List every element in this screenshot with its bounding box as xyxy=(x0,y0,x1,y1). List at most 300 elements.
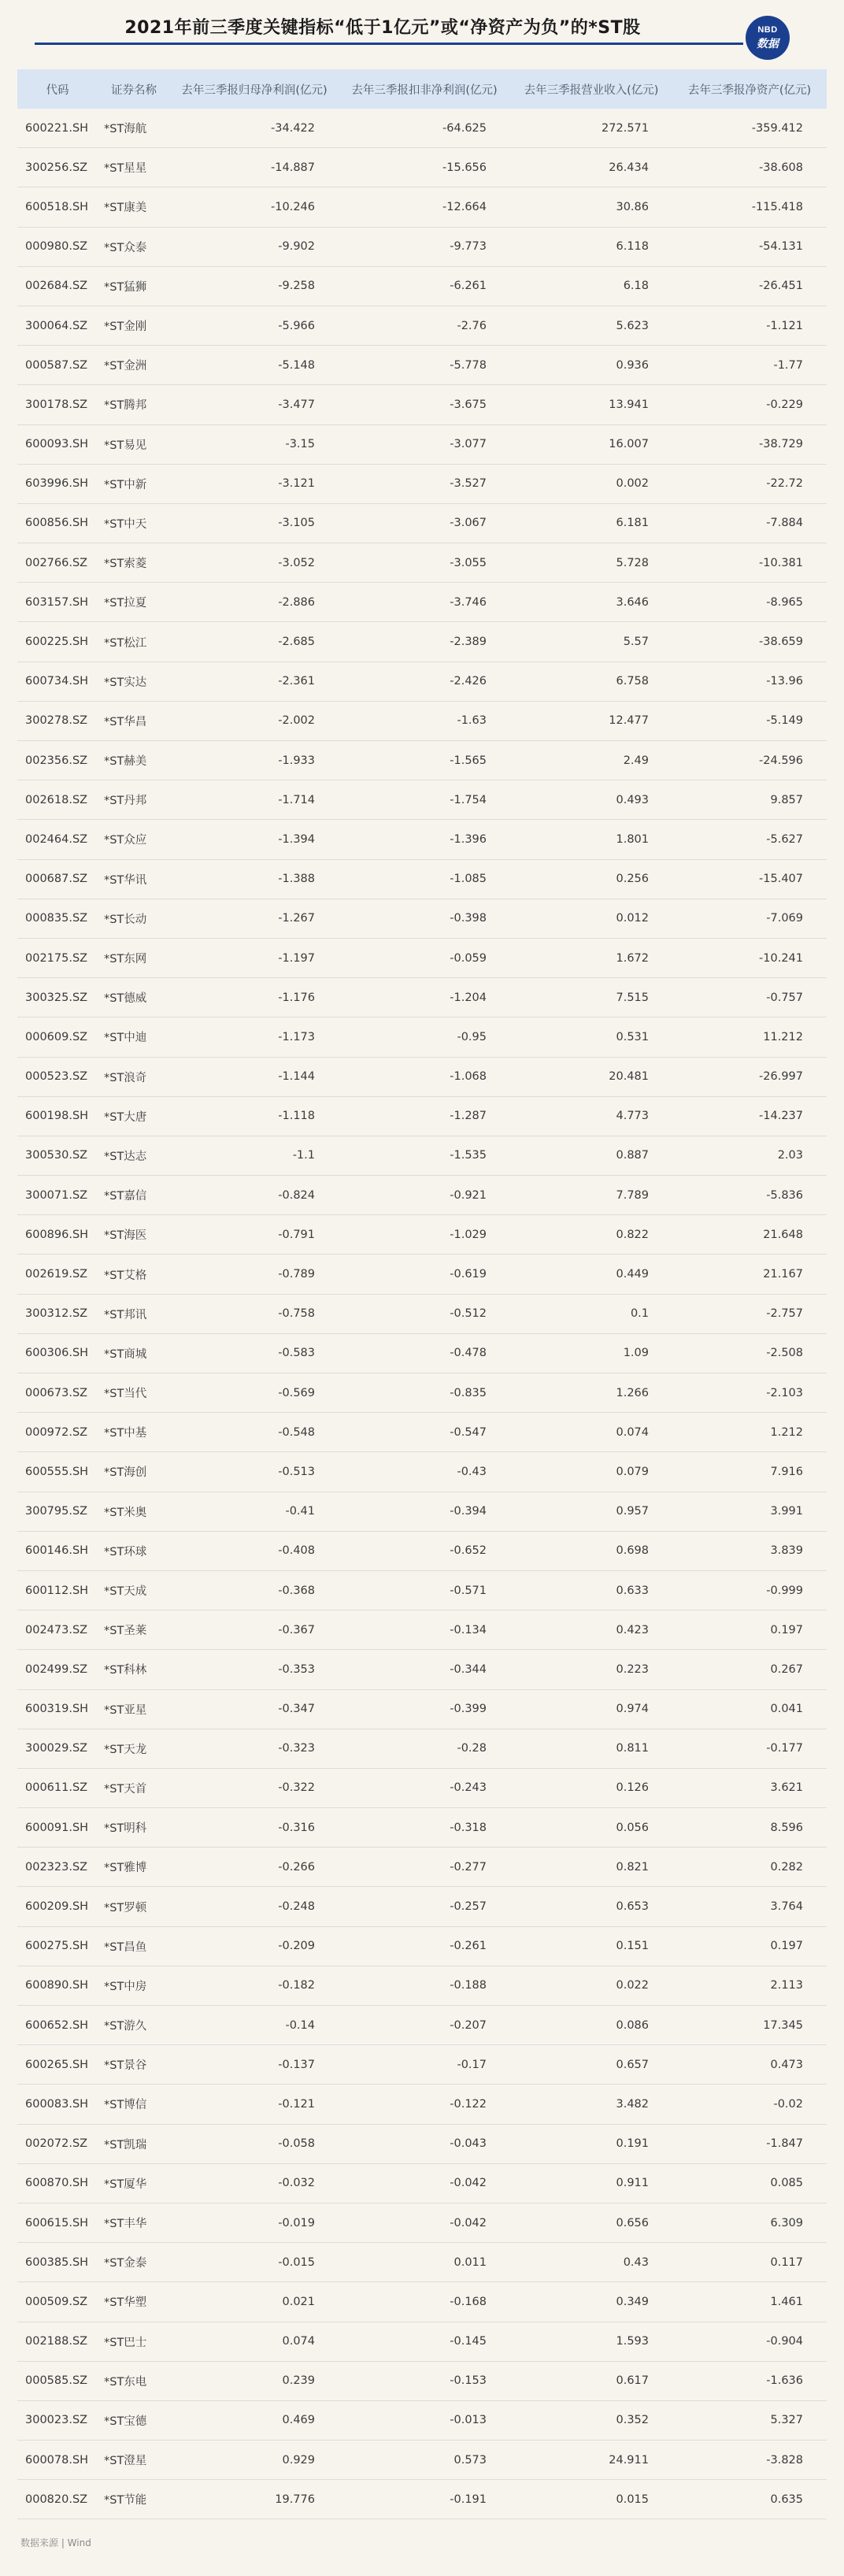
cell-code: 000972.SZ xyxy=(17,1413,98,1452)
cell-code: 603157.SH xyxy=(17,583,98,622)
cell-net-profit: -1.118 xyxy=(170,1096,339,1136)
cell-deducted-profit: -1.565 xyxy=(339,741,510,780)
cell-code: 002766.SZ xyxy=(17,543,98,583)
nbd-logo xyxy=(746,16,790,60)
cell-revenue: 0.022 xyxy=(510,1966,672,2005)
cell-name: *ST节能 xyxy=(98,2480,170,2519)
cell-net-assets: -13.96 xyxy=(672,662,827,701)
cell-revenue: 7.789 xyxy=(510,1176,672,1215)
cell-deducted-profit: -0.257 xyxy=(339,1887,510,1926)
table-row xyxy=(17,1808,827,1848)
cell-revenue: 0.126 xyxy=(510,1768,672,1807)
cell-code: 000509.SZ xyxy=(17,2282,98,2322)
cell-deducted-profit: -0.512 xyxy=(339,1294,510,1333)
cell-net-assets: -38.608 xyxy=(672,148,827,187)
table-row xyxy=(17,306,827,345)
cell-net-assets: -359.412 xyxy=(672,109,827,148)
cell-revenue: 0.698 xyxy=(510,1531,672,1570)
cell-deducted-profit: -0.207 xyxy=(339,2006,510,2045)
cell-net-assets: -2.508 xyxy=(672,1333,827,1373)
cell-name: *ST中新 xyxy=(98,464,170,503)
cell-net-profit: -0.058 xyxy=(170,2124,339,2163)
cell-net-profit: -0.41 xyxy=(170,1492,339,1531)
cell-revenue: 0.423 xyxy=(510,1610,672,1650)
table-row xyxy=(17,622,827,662)
cell-revenue: 3.646 xyxy=(510,583,672,622)
table-row xyxy=(17,109,827,148)
cell-revenue: 0.656 xyxy=(510,2203,672,2242)
cell-revenue: 0.151 xyxy=(510,1926,672,1966)
cell-net-profit: -1.933 xyxy=(170,741,339,780)
cell-deducted-profit: -0.153 xyxy=(339,2361,510,2400)
cell-name: *ST丰华 xyxy=(98,2203,170,2242)
cell-revenue: 0.074 xyxy=(510,1413,672,1452)
cell-deducted-profit: 0.011 xyxy=(339,2243,510,2282)
cell-code: 002323.SZ xyxy=(17,1848,98,1887)
cell-code: 000523.SZ xyxy=(17,1057,98,1096)
cell-revenue: 6.118 xyxy=(510,227,672,266)
table-row xyxy=(17,1294,827,1333)
cell-net-profit: -0.019 xyxy=(170,2203,339,2242)
cell-net-profit: -2.361 xyxy=(170,662,339,701)
cell-net-assets: 21.648 xyxy=(672,1215,827,1255)
cell-deducted-profit: -0.134 xyxy=(339,1610,510,1650)
cell-net-profit: -3.105 xyxy=(170,503,339,543)
cell-code: 600385.SH xyxy=(17,2243,98,2282)
cell-net-assets: 7.916 xyxy=(672,1452,827,1492)
cell-code: 002618.SZ xyxy=(17,780,98,820)
table-row xyxy=(17,2203,827,2242)
cell-revenue: 0.352 xyxy=(510,2400,672,2440)
cell-deducted-profit: -0.547 xyxy=(339,1413,510,1452)
cell-revenue: 0.056 xyxy=(510,1808,672,1848)
cell-revenue: 1.672 xyxy=(510,938,672,977)
cell-revenue: 6.181 xyxy=(510,503,672,543)
cell-code: 300023.SZ xyxy=(17,2400,98,2440)
column-header-net-assets: 去年三季报净资产(亿元) xyxy=(672,69,827,109)
cell-net-assets: -0.904 xyxy=(672,2322,827,2361)
cell-name: *ST松江 xyxy=(98,622,170,662)
cell-code: 300795.SZ xyxy=(17,1492,98,1531)
table-row xyxy=(17,1096,827,1136)
cell-code: 300071.SZ xyxy=(17,1176,98,1215)
cell-name: *ST厦华 xyxy=(98,2163,170,2203)
table-row xyxy=(17,2006,827,2045)
cell-name: *ST罗顿 xyxy=(98,1887,170,1926)
cell-name: *ST海航 xyxy=(98,109,170,148)
cell-name: *ST德威 xyxy=(98,978,170,1017)
cell-name: *ST景谷 xyxy=(98,2045,170,2085)
cell-code: 002175.SZ xyxy=(17,938,98,977)
cell-revenue: 1.593 xyxy=(510,2322,672,2361)
cell-name: *ST拉夏 xyxy=(98,583,170,622)
cell-net-assets: 11.212 xyxy=(672,1017,827,1057)
table-row xyxy=(17,978,827,1017)
cell-deducted-profit: -0.188 xyxy=(339,1966,510,2005)
cell-code: 000980.SZ xyxy=(17,227,98,266)
table-row xyxy=(17,2045,827,2085)
cell-net-profit: -0.791 xyxy=(170,1215,339,1255)
cell-name: *ST大唐 xyxy=(98,1096,170,1136)
cell-code: 600896.SH xyxy=(17,1215,98,1255)
cell-net-assets: 2.03 xyxy=(672,1136,827,1175)
cell-name: *ST圣莱 xyxy=(98,1610,170,1650)
cell-net-profit: -0.248 xyxy=(170,1887,339,1926)
table-row xyxy=(17,1373,827,1413)
cell-net-profit: -0.323 xyxy=(170,1729,339,1768)
cell-revenue: 0.079 xyxy=(510,1452,672,1492)
cell-revenue: 0.887 xyxy=(510,1136,672,1175)
cell-net-profit: -0.408 xyxy=(170,1531,339,1570)
cell-net-profit: -1.388 xyxy=(170,859,339,899)
cell-net-assets: 9.857 xyxy=(672,780,827,820)
cell-deducted-profit: -1.63 xyxy=(339,701,510,740)
cell-code: 600275.SH xyxy=(17,1926,98,1966)
cell-net-assets: 1.461 xyxy=(672,2282,827,2322)
cell-deducted-profit: -1.754 xyxy=(339,780,510,820)
cell-name: *ST澄星 xyxy=(98,2441,170,2480)
table-row xyxy=(17,1333,827,1373)
page-title: 2021年前三季度关键指标“低于1亿元”或“净资产为负”的*ST股 xyxy=(124,18,641,38)
cell-revenue: 0.086 xyxy=(510,2006,672,2045)
cell-revenue: 0.811 xyxy=(510,1729,672,1768)
cell-deducted-profit: -1.029 xyxy=(339,1215,510,1255)
cell-revenue: 5.57 xyxy=(510,622,672,662)
cell-net-assets: -38.729 xyxy=(672,424,827,464)
cell-name: *ST众应 xyxy=(98,820,170,859)
cell-name: *ST金刚 xyxy=(98,306,170,345)
cell-code: 002464.SZ xyxy=(17,820,98,859)
cell-code: 603996.SH xyxy=(17,464,98,503)
cell-name: *ST达志 xyxy=(98,1136,170,1175)
cell-deducted-profit: -15.656 xyxy=(339,148,510,187)
cell-net-assets: -0.177 xyxy=(672,1729,827,1768)
table-row xyxy=(17,2441,827,2480)
cell-net-assets: 21.167 xyxy=(672,1255,827,1294)
cell-name: *ST浪奇 xyxy=(98,1057,170,1096)
cell-deducted-profit: -3.675 xyxy=(339,385,510,424)
cell-revenue: 0.256 xyxy=(510,859,672,899)
cell-deducted-profit: -0.243 xyxy=(339,1768,510,1807)
cell-code: 600306.SH xyxy=(17,1333,98,1373)
cell-code: 600518.SH xyxy=(17,187,98,227)
cell-deducted-profit: -1.396 xyxy=(339,820,510,859)
table-row xyxy=(17,543,827,583)
cell-deducted-profit: -3.067 xyxy=(339,503,510,543)
cell-revenue: 12.477 xyxy=(510,701,672,740)
cell-revenue: 0.911 xyxy=(510,2163,672,2203)
cell-net-profit: -34.422 xyxy=(170,109,339,148)
cell-revenue: 0.974 xyxy=(510,1689,672,1729)
title-bar xyxy=(17,8,827,55)
cell-code: 000611.SZ xyxy=(17,1768,98,1807)
cell-net-assets: -1.77 xyxy=(672,346,827,385)
table-row xyxy=(17,266,827,306)
cell-deducted-profit: -1.535 xyxy=(339,1136,510,1175)
cell-code: 600615.SH xyxy=(17,2203,98,2242)
cell-net-profit: -0.137 xyxy=(170,2045,339,2085)
cell-deducted-profit: -0.043 xyxy=(339,2124,510,2163)
cell-net-profit: -0.824 xyxy=(170,1176,339,1215)
table-body xyxy=(17,109,827,2519)
cell-code: 000673.SZ xyxy=(17,1373,98,1413)
cell-revenue: 0.012 xyxy=(510,899,672,938)
cell-name: *ST天首 xyxy=(98,1768,170,1807)
cell-net-assets: -15.407 xyxy=(672,859,827,899)
cell-code: 002356.SZ xyxy=(17,741,98,780)
cell-net-profit: -0.182 xyxy=(170,1966,339,2005)
cell-net-profit: -0.569 xyxy=(170,1373,339,1413)
cell-net-profit: 0.074 xyxy=(170,2322,339,2361)
cell-net-profit: -0.015 xyxy=(170,2243,339,2282)
table-row xyxy=(17,899,827,938)
cell-deducted-profit: -3.077 xyxy=(339,424,510,464)
cell-net-assets: -0.757 xyxy=(672,978,827,1017)
cell-name: *ST科林 xyxy=(98,1650,170,1689)
cell-name: *ST金泰 xyxy=(98,2243,170,2282)
table-row xyxy=(17,2480,827,2519)
cell-net-assets: 3.621 xyxy=(672,1768,827,1807)
cell-net-assets: -22.72 xyxy=(672,464,827,503)
cell-net-profit: 0.239 xyxy=(170,2361,339,2400)
cell-deducted-profit: -3.746 xyxy=(339,583,510,622)
cell-revenue: 26.434 xyxy=(510,148,672,187)
cell-net-profit: -3.477 xyxy=(170,385,339,424)
source-note: 数据来源 | Wind xyxy=(20,2537,91,2548)
cell-revenue: 0.617 xyxy=(510,2361,672,2400)
column-header-net-profit: 去年三季报归母净利润(亿元) xyxy=(170,69,339,109)
cell-code: 002684.SZ xyxy=(17,266,98,306)
cell-net-profit: 0.021 xyxy=(170,2282,339,2322)
cell-net-assets: -0.229 xyxy=(672,385,827,424)
cell-net-assets: -115.418 xyxy=(672,187,827,227)
column-header-revenue: 去年三季报营业收入(亿元) xyxy=(510,69,672,109)
cell-code: 002072.SZ xyxy=(17,2124,98,2163)
cell-revenue: 0.657 xyxy=(510,2045,672,2085)
cell-net-profit: -1.714 xyxy=(170,780,339,820)
cell-net-profit: -3.052 xyxy=(170,543,339,583)
table-row xyxy=(17,464,827,503)
cell-code: 000820.SZ xyxy=(17,2480,98,2519)
cell-net-assets: -3.828 xyxy=(672,2441,827,2480)
cell-net-assets: 0.267 xyxy=(672,1650,827,1689)
cell-net-assets: -1.847 xyxy=(672,2124,827,2163)
cell-name: *ST环球 xyxy=(98,1531,170,1570)
cell-net-assets: -0.999 xyxy=(672,1570,827,1610)
cell-name: *ST海创 xyxy=(98,1452,170,1492)
cell-revenue: 0.653 xyxy=(510,1887,672,1926)
cell-code: 600083.SH xyxy=(17,2085,98,2124)
cell-net-assets: -14.237 xyxy=(672,1096,827,1136)
cell-net-assets: -7.069 xyxy=(672,899,827,938)
cell-net-profit: -1.267 xyxy=(170,899,339,938)
cell-net-assets: -1.121 xyxy=(672,306,827,345)
cell-code: 300278.SZ xyxy=(17,701,98,740)
cell-code: 600209.SH xyxy=(17,1887,98,1926)
cell-code: 002473.SZ xyxy=(17,1610,98,1650)
cell-net-assets: 0.117 xyxy=(672,2243,827,2282)
cell-name: *ST东网 xyxy=(98,938,170,977)
cell-name: *ST华昌 xyxy=(98,701,170,740)
table-row xyxy=(17,1848,827,1887)
cell-deducted-profit: -3.527 xyxy=(339,464,510,503)
table-row xyxy=(17,1650,827,1689)
cell-code: 300325.SZ xyxy=(17,978,98,1017)
cell-code: 600146.SH xyxy=(17,1531,98,1570)
cell-revenue: 0.1 xyxy=(510,1294,672,1333)
cell-net-assets: 17.345 xyxy=(672,2006,827,2045)
cell-deducted-profit: -0.835 xyxy=(339,1373,510,1413)
cell-name: *ST宝德 xyxy=(98,2400,170,2440)
table-row xyxy=(17,1610,827,1650)
cell-revenue: 2.49 xyxy=(510,741,672,780)
table-row xyxy=(17,1729,827,1768)
cell-net-profit: -10.246 xyxy=(170,187,339,227)
cell-deducted-profit: -1.287 xyxy=(339,1096,510,1136)
cell-code: 600198.SH xyxy=(17,1096,98,1136)
cell-revenue: 6.18 xyxy=(510,266,672,306)
table-row xyxy=(17,1176,827,1215)
cell-net-assets: -2.757 xyxy=(672,1294,827,1333)
cell-net-assets: -5.627 xyxy=(672,820,827,859)
cell-code: 300256.SZ xyxy=(17,148,98,187)
cell-code: 000585.SZ xyxy=(17,2361,98,2400)
cell-net-assets: 0.473 xyxy=(672,2045,827,2085)
table-row xyxy=(17,503,827,543)
cell-deducted-profit: -3.055 xyxy=(339,543,510,583)
cell-net-profit: -2.002 xyxy=(170,701,339,740)
cell-revenue: 3.482 xyxy=(510,2085,672,2124)
cell-net-profit: -3.15 xyxy=(170,424,339,464)
cell-name: *ST猛狮 xyxy=(98,266,170,306)
header-row xyxy=(17,69,827,109)
cell-net-profit: -0.322 xyxy=(170,1768,339,1807)
cell-deducted-profit: -2.76 xyxy=(339,306,510,345)
cell-net-assets: -26.451 xyxy=(672,266,827,306)
table-row xyxy=(17,424,827,464)
cell-net-profit: -1.1 xyxy=(170,1136,339,1175)
cell-deducted-profit: -0.478 xyxy=(339,1333,510,1373)
cell-revenue: 6.758 xyxy=(510,662,672,701)
cell-deducted-profit: -0.921 xyxy=(339,1176,510,1215)
title-underline xyxy=(35,43,743,45)
cell-name: *ST邦讯 xyxy=(98,1294,170,1333)
cell-net-assets: 1.212 xyxy=(672,1413,827,1452)
cell-net-assets: -8.965 xyxy=(672,583,827,622)
table-row xyxy=(17,2124,827,2163)
cell-code: 600221.SH xyxy=(17,109,98,148)
cell-deducted-profit: -0.168 xyxy=(339,2282,510,2322)
cell-code: 600890.SH xyxy=(17,1966,98,2005)
table-row xyxy=(17,1215,827,1255)
table-row xyxy=(17,1136,827,1175)
cell-net-profit: 0.929 xyxy=(170,2441,339,2480)
column-header-deducted-profit: 去年三季报扣非净利润(亿元) xyxy=(339,69,510,109)
cell-name: *ST天龙 xyxy=(98,1729,170,1768)
cell-revenue: 0.531 xyxy=(510,1017,672,1057)
logo-text-top: NBD xyxy=(757,25,778,35)
cell-name: *ST腾邦 xyxy=(98,385,170,424)
cell-net-profit: -1.176 xyxy=(170,978,339,1017)
cell-revenue: 30.86 xyxy=(510,187,672,227)
cell-net-assets: -0.02 xyxy=(672,2085,827,2124)
cell-code: 600856.SH xyxy=(17,503,98,543)
cell-deducted-profit: -12.664 xyxy=(339,187,510,227)
table-row xyxy=(17,583,827,622)
cell-revenue: 20.481 xyxy=(510,1057,672,1096)
table-row xyxy=(17,187,827,227)
cell-name: *ST康美 xyxy=(98,187,170,227)
table-row xyxy=(17,227,827,266)
data-table-container xyxy=(17,69,827,2519)
cell-code: 300064.SZ xyxy=(17,306,98,345)
cell-revenue: 7.515 xyxy=(510,978,672,1017)
cell-name: *ST赫美 xyxy=(98,741,170,780)
cell-revenue: 0.633 xyxy=(510,1570,672,1610)
cell-net-profit: -0.032 xyxy=(170,2163,339,2203)
cell-net-assets: 0.085 xyxy=(672,2163,827,2203)
cell-revenue: 13.941 xyxy=(510,385,672,424)
cell-net-assets: 0.197 xyxy=(672,1926,827,1966)
cell-revenue: 0.936 xyxy=(510,346,672,385)
logo-text-bottom: 数据 xyxy=(757,37,779,50)
column-header-name: 证券名称 xyxy=(98,69,170,109)
cell-net-profit: -0.353 xyxy=(170,1650,339,1689)
cell-revenue: 0.191 xyxy=(510,2124,672,2163)
cell-name: *ST易见 xyxy=(98,424,170,464)
cell-code: 000609.SZ xyxy=(17,1017,98,1057)
cell-code: 600734.SH xyxy=(17,662,98,701)
cell-code: 600652.SH xyxy=(17,2006,98,2045)
table-row xyxy=(17,741,827,780)
cell-deducted-profit: -0.122 xyxy=(339,2085,510,2124)
cell-name: *ST雅博 xyxy=(98,1848,170,1887)
cell-deducted-profit: -0.652 xyxy=(339,1531,510,1570)
cell-deducted-profit: -2.426 xyxy=(339,662,510,701)
cell-name: *ST中天 xyxy=(98,503,170,543)
cell-net-profit: -0.14 xyxy=(170,2006,339,2045)
cell-net-assets: -2.103 xyxy=(672,1373,827,1413)
table-row xyxy=(17,2400,827,2440)
cell-revenue: 1.09 xyxy=(510,1333,672,1373)
cell-revenue: 0.43 xyxy=(510,2243,672,2282)
table-row xyxy=(17,2361,827,2400)
cell-code: 600319.SH xyxy=(17,1689,98,1729)
cell-name: *ST华塑 xyxy=(98,2282,170,2322)
cell-net-profit: -0.121 xyxy=(170,2085,339,2124)
table-row xyxy=(17,2243,827,2282)
cell-net-profit: -1.394 xyxy=(170,820,339,859)
cell-net-profit: 19.776 xyxy=(170,2480,339,2519)
cell-net-profit: 0.469 xyxy=(170,2400,339,2440)
cell-revenue: 4.773 xyxy=(510,1096,672,1136)
cell-deducted-profit: -0.571 xyxy=(339,1570,510,1610)
cell-net-profit: -0.347 xyxy=(170,1689,339,1729)
cell-name: *ST艾格 xyxy=(98,1255,170,1294)
table-row xyxy=(17,780,827,820)
cell-net-profit: -0.548 xyxy=(170,1413,339,1452)
cell-net-profit: -1.197 xyxy=(170,938,339,977)
cell-deducted-profit: -0.95 xyxy=(339,1017,510,1057)
cell-name: *ST长动 xyxy=(98,899,170,938)
data-table xyxy=(17,69,827,2519)
table-row xyxy=(17,1887,827,1926)
cell-net-assets: -7.884 xyxy=(672,503,827,543)
cell-name: *ST凯瑞 xyxy=(98,2124,170,2163)
table-row xyxy=(17,1413,827,1452)
table-row xyxy=(17,2163,827,2203)
cell-name: *ST实达 xyxy=(98,662,170,701)
